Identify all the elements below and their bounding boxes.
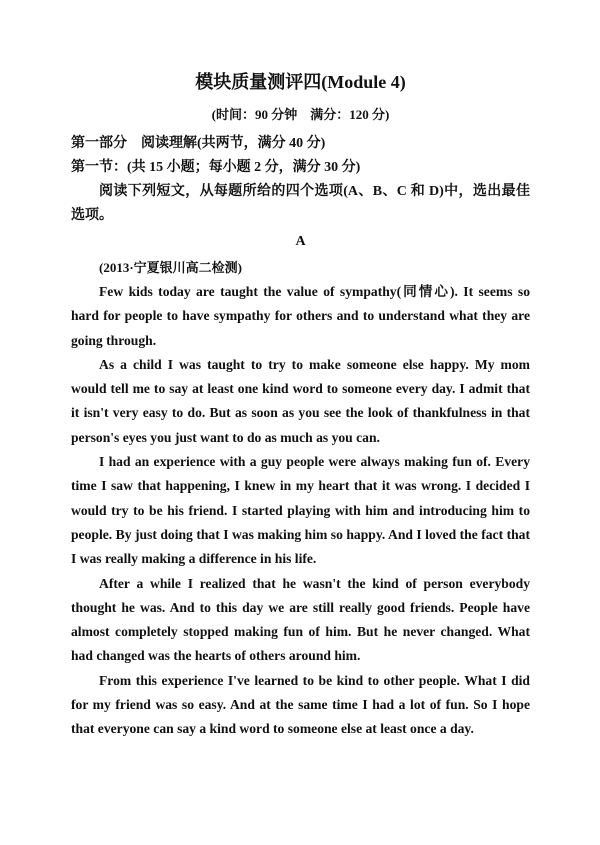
exam-meta: (时间：90 分钟 满分：120 分) <box>211 107 390 122</box>
paragraph-3: I had an experience with a guy people were always making fun of. Every time I saw that happening, I knew in my heart that it was wrong. I decided I would try to be his friend. I started playing with him and introducing him to people. By just doing that I was making him so happy. And I loved the fact that I was really making a difference in his life. <box>71 454 530 567</box>
instruction-text: 阅读下列短文，从每题所给的四个选项(A、B、C 和 D)中，选出最佳选项。 <box>71 184 530 223</box>
passage-source: (2013·宁夏银川高二检测) <box>99 260 242 275</box>
paragraph-4: After a while I realized that he wasn't the kind of person everybody thought he was. And to this day we are still really good friends. People have almost completely stopped making fun of him. But he never changed. What had changed was the hearts of others around him. <box>71 575 530 664</box>
paragraph-2: As a child I was taught to try to make someone else happy. My mom would tell me to say at least one kind word to someone every day. I admit that it isn't very easy to do. But as soon as you see the look of thankfulness in that person's eyes you just want to do as much as you can. <box>71 356 530 445</box>
paragraph-1: Few kids today are taught the value of sympathy(同情心). It seems so hard for people to have sympathy for others and to understand what they are going through. <box>71 284 530 348</box>
passage-letter: A <box>295 234 306 249</box>
document-title: 模块质量测评四(Module 4) <box>195 72 406 92</box>
part-heading: 第一部分 阅读理解(共两节，满分 40 分) <box>71 136 326 151</box>
section-heading: 第一节：(共 15 小题；每小题 2 分，满分 30 分) <box>71 160 361 175</box>
paragraph-5: From this experience I've learned to be kind to other people. What I did for my friend was so easy. And at the same time I had a lot of fun. So I hope that everyone can say a kind word to someone else at least once a day. <box>71 672 530 737</box>
document-page <box>71 70 530 742</box>
